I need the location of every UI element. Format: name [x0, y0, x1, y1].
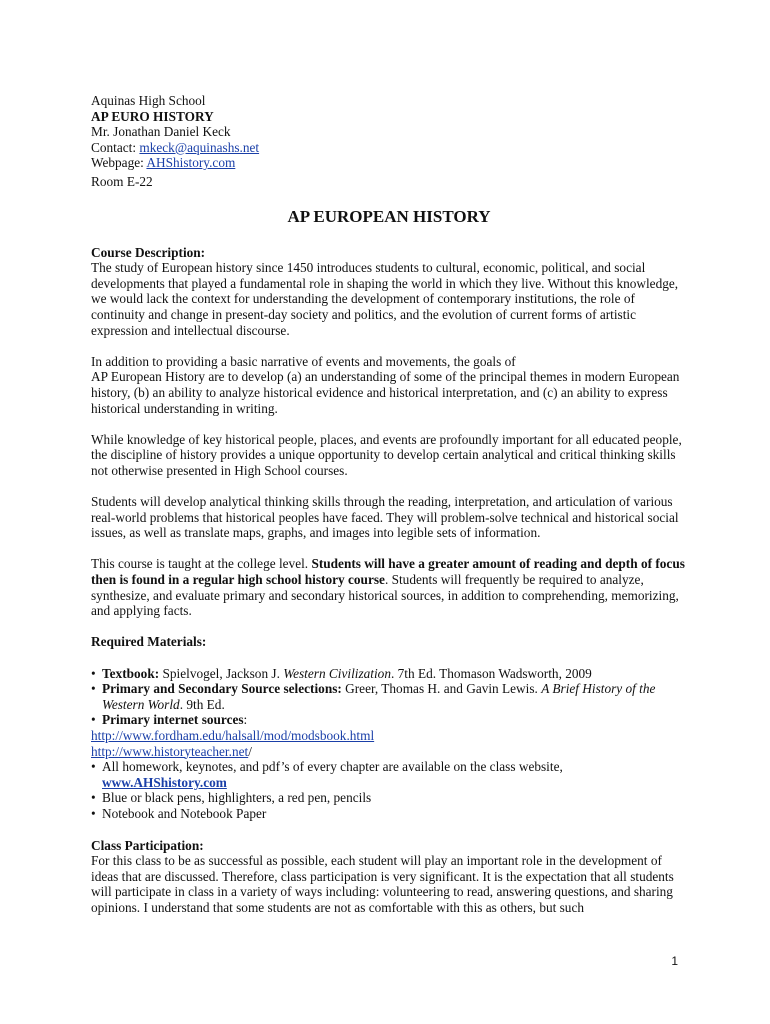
course-description-p3: While knowledge of key historical people, places, and events are profoundly important for all educated people, the discipline of history provides a unique opportunity to develop certain analytical and critical thinking skills not otherwise presented in High School courses. — [91, 431, 682, 478]
sources-edition: . 9th Ed. — [179, 696, 225, 712]
room-number: Room E-22 — [91, 173, 153, 189]
list-item-notebook: • Notebook and Notebook Paper — [91, 806, 687, 822]
sources-label: Primary and Secondary Source selections: — [102, 681, 342, 697]
school-name: Aquinas High School — [91, 93, 206, 108]
textbook-edition: . 7th Ed. Thomason Wadsworth, 2009 — [390, 665, 592, 681]
course-description-p5 — [91, 556, 687, 618]
course-goals-intro: In addition to providing a basic narrative of events and movements, the goals of — [91, 353, 516, 369]
teacher-name: Mr. Jonathan Daniel Keck — [91, 124, 231, 140]
textbook-title: Western Civilization — [283, 665, 391, 681]
header-block — [91, 93, 687, 190]
sources-title: A Brief History of the Western World — [102, 681, 656, 712]
textbook-author: Spielvogel, Jackson J. — [159, 665, 284, 681]
course-goals-text: AP European History are to develop (a) an understanding of some of the principal themes in modern European history, (b) an ability to analyze historical evidence and historical interpretation, and (c) an ability to express historical understanding in writing. — [91, 369, 680, 416]
historyteacher-link[interactable]: http://www.historyteacher.net — [91, 743, 249, 759]
fordham-link[interactable]: http://www.fordham.edu/halsall/mod/modsbook.html — [91, 727, 375, 743]
internet-colon: : — [243, 712, 248, 728]
webpage-link[interactable]: AHShistory.com — [146, 155, 236, 171]
textbook-label: Textbook: — [102, 665, 160, 681]
historyteacher-line — [91, 744, 687, 760]
contact-line — [91, 140, 687, 156]
materials-list-continued — [91, 759, 687, 821]
participation-paragraph — [91, 838, 687, 916]
course-description-text-1: The study of European history since 1450 introduces students to cultural, economic, political, and social developments that played a fundamental role in shaping the world in which they live. Without this knowledge, we would lack the context for understanding the development of contemporary institutions, the role of continuity and change in present-day society and politics, and the evolution of current forms of artistic expression and intellectual discourse. — [91, 260, 679, 338]
list-item-internet — [91, 712, 687, 728]
page-number: 1 — [671, 954, 678, 968]
historyteacher-suffix: / — [248, 743, 252, 759]
course-description-p2 — [91, 354, 687, 416]
contact-label: Contact: — [91, 139, 140, 155]
course-description-p1 — [91, 245, 687, 339]
list-item-sources — [91, 681, 687, 712]
college-level-rest: . Students will frequently be required to analyze, synthesize, and evaluate primary and secondary historical sources, in addition to comprehending, memorizing, and applying facts. — [91, 572, 679, 619]
internet-label: Primary internet sources — [102, 712, 244, 728]
list-item-pens: • Blue or black pens, highlighters, a red pen, pencils — [91, 790, 687, 806]
contact-email-link[interactable]: mkeck@aquinashs.net — [139, 139, 260, 155]
class-website-link[interactable]: www.AHShistory.com — [102, 774, 227, 790]
college-level-text: This course is taught at the college level. — [91, 556, 312, 572]
course-description-p4: Students will develop analytical thinking skills through the reading, interpretation, and articulation of various real-world problems that historical peoples have faced. They will problem-solve technical and historical social issues, as well as translate maps, graphs, and images into legible sets of information. — [91, 494, 679, 541]
document-title: AP EUROPEAN HISTORY — [287, 206, 491, 226]
participation-text: For this class to be as successful as possible, each student will play an important role in the development of ideas that are discussed. Therefore, class participation is very significant. It is the expectation that all students will participate in class in a variety of ways including: volunteering to read, answering questions, and sharing opinions. I understand that some students are not as comfortable with this as others, but such — [91, 853, 674, 915]
sources-authors: Greer, Thomas H. and Gavin Lewis. — [341, 681, 542, 697]
participation-heading: Class Participation: — [91, 837, 204, 853]
reading-depth-bold: Students will have a greater amount of reading and depth of focus then is found in a regular high school history course — [91, 556, 685, 588]
webpage-label: Webpage: — [91, 155, 147, 171]
course-code: AP EURO HISTORY — [91, 108, 214, 124]
document-page — [91, 93, 687, 931]
list-item-homework — [91, 759, 687, 790]
course-description-heading: Course Description: — [91, 244, 206, 260]
list-item-textbook — [91, 666, 687, 682]
webpage-line — [91, 155, 687, 171]
homework-text: All homework, keynotes, and pdf’s of every chapter are available on the class website, — [102, 759, 563, 775]
materials-heading: Required Materials: — [91, 634, 207, 650]
materials-list — [91, 666, 687, 728]
